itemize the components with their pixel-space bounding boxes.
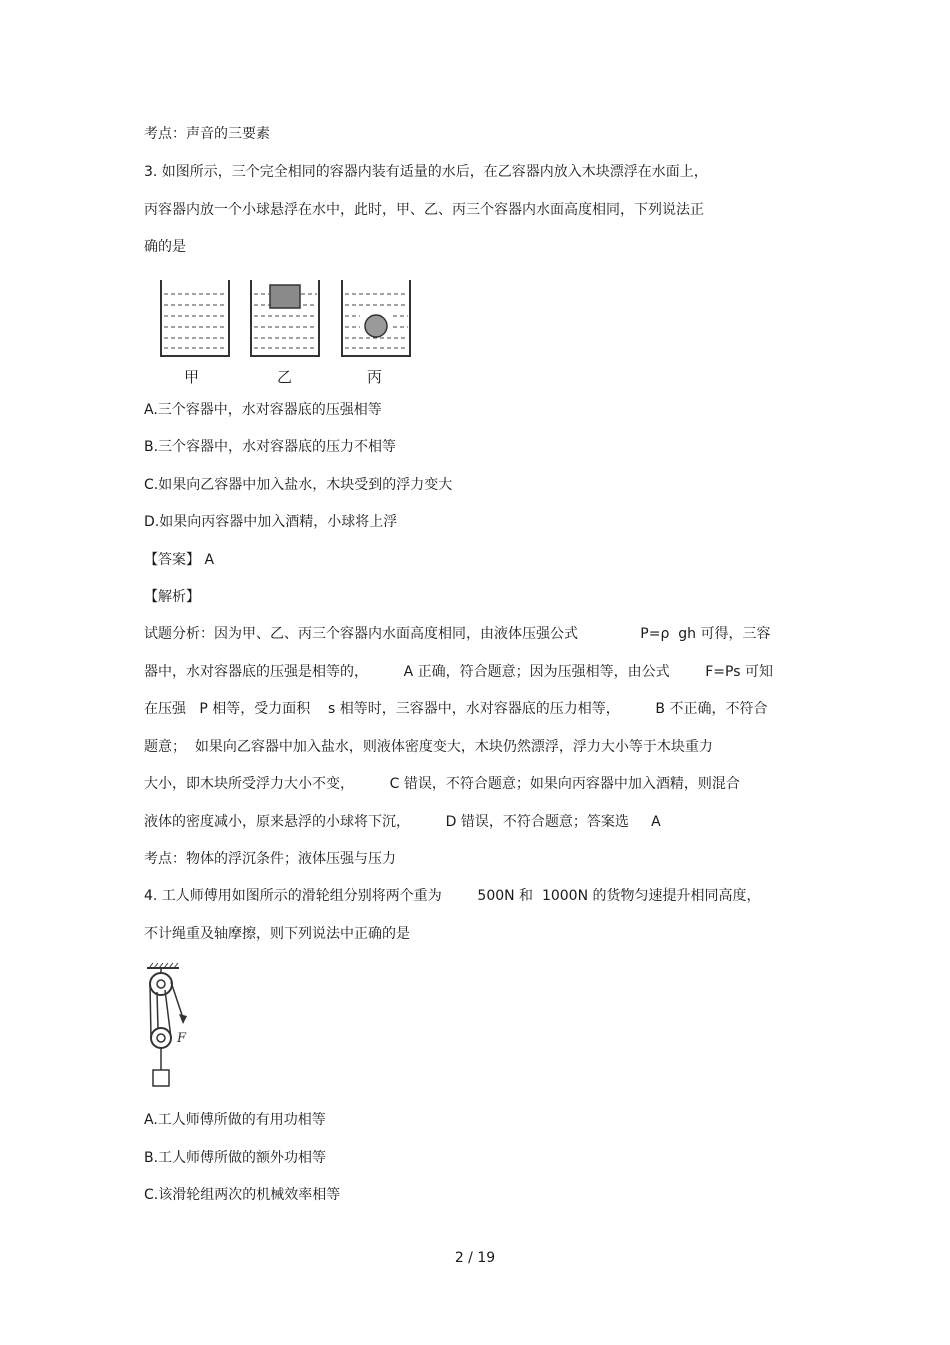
- option-a: A.三个容器中，水对容器底的压强相等: [144, 402, 382, 418]
- q4-option-a: A.工人师傅所做的有用功相等: [144, 1112, 326, 1128]
- question-4-line-2: 不计绳重及轴摩擦，则下列说法中正确的是: [144, 926, 410, 942]
- analysis-heading: 【解析】: [144, 589, 200, 605]
- question-3-line-3: 确的是: [144, 239, 186, 255]
- label-yi: 乙: [277, 368, 293, 386]
- label-jia: 甲: [184, 368, 200, 386]
- analysis-line-4: 题意； 如果向乙容器中加入盐水，则液体密度变大，木块仍然漂浮，浮力大小等于木块重力: [144, 739, 713, 755]
- analysis-line-1: 试题分析：因为甲、乙、丙三个容器内水面高度相同，由液体压强公式 P=ρ gh 可得，三容: [144, 626, 771, 642]
- load-block: [153, 1070, 169, 1086]
- analysis-line-5: 大小，即木块所受浮力大小不变， C 错误，不符合题意；如果向丙容器中加入酒精，则混合: [144, 776, 740, 792]
- analysis-line-3: 在压强 P 相等，受力面积 s 相等时，三容器中，水对容器底的压力相等， B 不正确，不符合: [144, 701, 768, 717]
- analysis-line-2: 器中，水对容器底的压强是相等的， A 正确，符合题意；因为压强相等，由公式 F=Ps 可知: [144, 664, 773, 680]
- line-kaodian-2: 考点：物体的浮沉条件；液体压强与压力: [144, 851, 396, 867]
- line-kaodian-1: 考点：声音的三要素: [144, 126, 270, 142]
- label-bing: 丙: [367, 368, 383, 386]
- analysis-line-6: 液体的密度减小，原来悬浮的小球将下沉， D 错误，不符合题意；答案选 A: [144, 814, 661, 830]
- question-3-line-1: 3. 如图所示，三个完全相同的容器内装有适量的水后，在乙容器内放入木块漂浮在水面上，: [144, 164, 708, 180]
- force-label: F: [177, 1031, 187, 1046]
- wood-block: [270, 285, 300, 308]
- container-jia: [161, 280, 229, 356]
- ball: [365, 315, 387, 337]
- option-d: D.如果向丙容器中加入酒精，小球将上浮: [144, 514, 398, 530]
- q4-option-b: B.工人师傅所做的额外功相等: [144, 1150, 327, 1166]
- q4-option-c: C.该滑轮组两次的机械效率相等: [144, 1187, 341, 1203]
- question-3-line-2: 丙容器内放一个小球悬浮在水中，此时，甲、乙、丙三个容器内水面高度相同，下列说法正: [144, 202, 704, 218]
- pulley-figure: [143, 962, 203, 1090]
- question-4-line-1: 4. 工人师傅用如图所示的滑轮组分别将两个重为 500N 和 1000N 的货物匀速提升相同高度，: [144, 888, 761, 904]
- option-c: C.如果向乙容器中加入盐水，木块受到的浮力变大: [144, 477, 453, 493]
- answer: 【答案】 A: [144, 552, 215, 568]
- page-number: 2 / 19: [454, 1250, 496, 1266]
- option-b: B.三个容器中，水对容器底的压力不相等: [144, 439, 397, 455]
